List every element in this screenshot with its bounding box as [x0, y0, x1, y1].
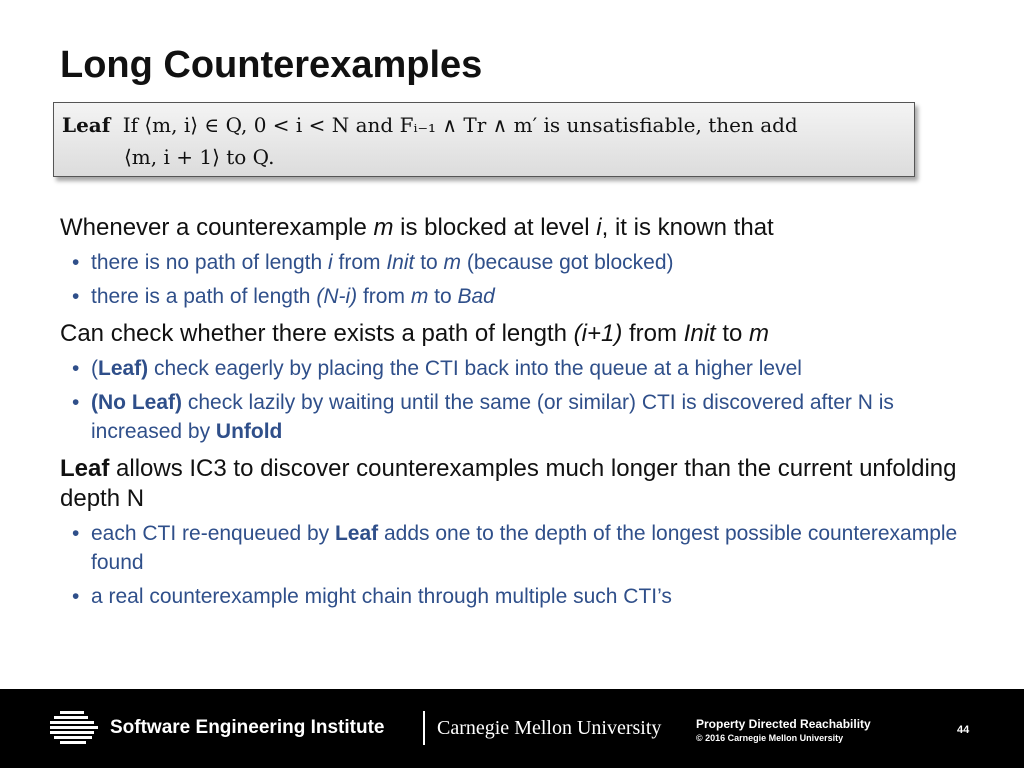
text: there is a path of length: [91, 285, 317, 308]
text: to: [414, 251, 444, 274]
text: (No Leaf): [91, 391, 182, 414]
cmu-logo-text: Carnegie Mellon University: [437, 717, 662, 739]
text: Leaf: [334, 522, 379, 545]
text: allows IC3 to discover counterexamples much longer than the current unfolding depth N: [60, 455, 957, 512]
page-number: 44: [957, 724, 970, 736]
text: i: [328, 251, 333, 274]
text: check eagerly by placing the CTI back into the queue at a higher level: [148, 357, 802, 380]
footer-divider: [423, 711, 425, 745]
text: from: [357, 285, 411, 308]
text: Init: [386, 251, 415, 274]
text: m: [443, 251, 462, 274]
text: Whenever a counterexample: [60, 214, 374, 241]
text: , it is known that: [601, 214, 774, 241]
text: each CTI re-enqueued by: [91, 522, 335, 545]
copyright: © 2016 Carnegie Mellon University: [696, 733, 844, 743]
text: to: [428, 285, 458, 308]
text: from: [622, 320, 684, 347]
text: i: [596, 214, 602, 241]
text: Unfold: [215, 420, 283, 443]
bullet-re-enqueued: [60, 519, 980, 577]
rule-line-1: [62, 113, 798, 137]
bullet-path-to-bad: [60, 282, 980, 311]
text: (N-i): [316, 285, 358, 308]
sei-globe-icon: [50, 711, 102, 747]
text: from: [332, 251, 387, 274]
paragraph-blocked: [60, 213, 980, 243]
text: m: [749, 320, 770, 347]
text: m: [410, 285, 429, 308]
rule-line-2: ⟨m, i + 1⟩ to Q.: [124, 145, 275, 169]
text: m: [373, 214, 394, 241]
sei-logo-text: Software Engineering Institute: [110, 717, 385, 738]
deck-title: Property Directed Reachability: [696, 717, 871, 731]
text: (: [91, 357, 98, 380]
bullet-no-path: [60, 248, 980, 277]
text: check lazily by waiting until the same (or similar) CTI is discovered after N is increased by: [91, 391, 894, 443]
bullet-no-leaf-lazy: [60, 388, 980, 446]
text: Init: [683, 320, 716, 347]
bullet-leaf-eager: [60, 354, 980, 383]
paragraph-check: [60, 319, 980, 349]
paragraph-leaf-allows: [60, 454, 980, 514]
text: Leaf): [98, 357, 149, 380]
text: Can check whether there exists a path of length: [60, 320, 574, 347]
text: adds one to the depth of the longest possible counterexample found: [91, 522, 958, 574]
rule-text-1: If ⟨m, i⟩ ∈ Q, 0 < i < N and Fᵢ₋₁ ∧ Tr ∧ m′ is unsatisfiable, then add: [122, 113, 798, 137]
leaf-rule-box: [53, 102, 915, 177]
text: to: [715, 320, 750, 347]
text: a real counterexample might chain through multiple such CTI’s: [91, 585, 672, 608]
text: (because got blocked): [461, 251, 674, 274]
text: Leaf: [60, 455, 110, 482]
slide-content: [60, 213, 980, 611]
bullet-real-chain: [60, 582, 980, 611]
text: Bad: [457, 285, 495, 308]
slide-title: Long Counterexamples: [60, 44, 483, 86]
text: (i+1): [573, 320, 623, 347]
footer-bar: [0, 689, 1024, 768]
rule-name: Leaf: [62, 113, 111, 137]
text: is blocked at level: [393, 214, 597, 241]
text: there is no path of length: [91, 251, 328, 274]
